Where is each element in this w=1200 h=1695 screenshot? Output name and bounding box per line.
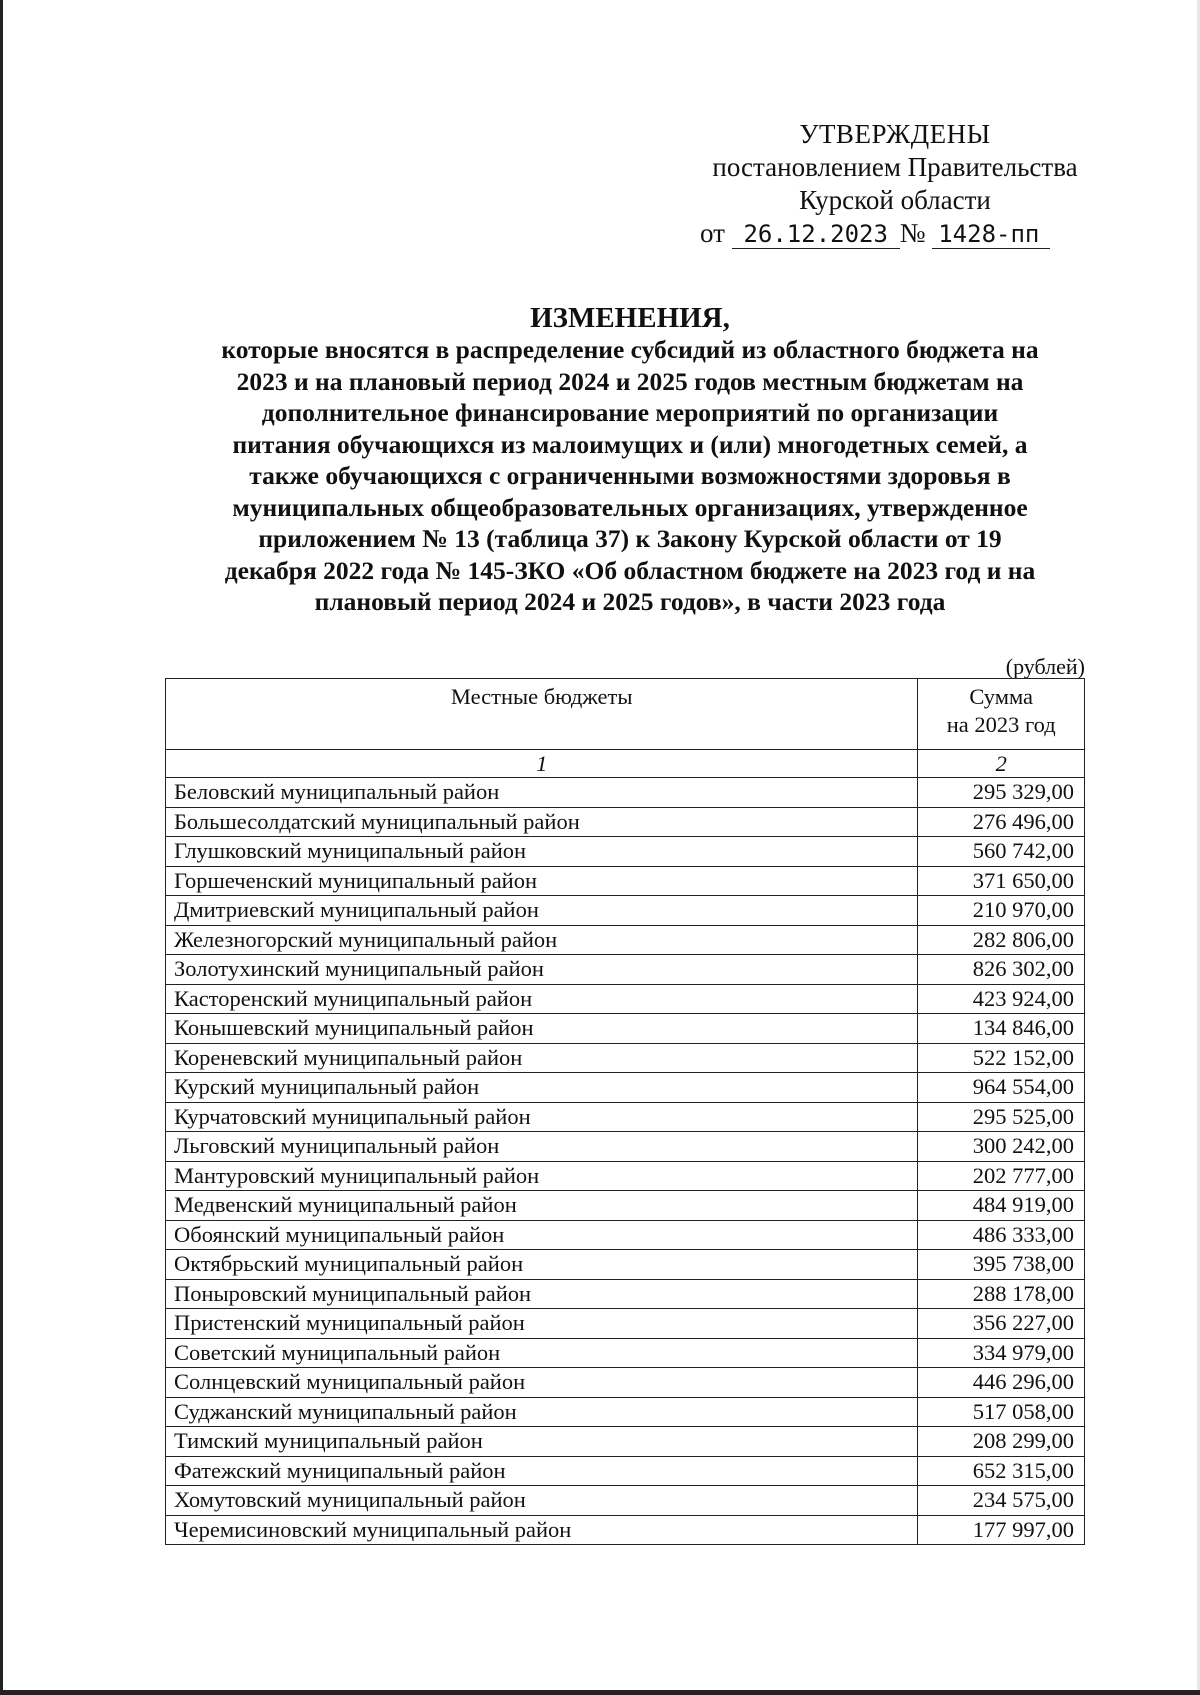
table-row — [166, 1427, 1085, 1457]
budget-sum-cell: 423 924,00 — [918, 984, 1085, 1014]
budget-sum-cell: 234 575,00 — [918, 1486, 1085, 1516]
index-col-1: 1 — [166, 750, 918, 778]
title-line-1: которые вносятся в распределение субсидий из областного бюджета на — [221, 335, 1039, 364]
table-row — [166, 1515, 1085, 1545]
budget-sum-cell: 371 650,00 — [918, 866, 1085, 896]
units-label: (рублей) — [1005, 654, 1085, 679]
budget-sum-cell: 134 846,00 — [918, 1014, 1085, 1044]
header-sum — [918, 679, 1085, 750]
table-row — [166, 1309, 1085, 1339]
budget-sum-cell: 208 299,00 — [918, 1427, 1085, 1457]
table-row — [166, 1161, 1085, 1191]
budget-name-cell: Фатежский муниципальный район — [166, 1456, 918, 1486]
scan-left-edge — [0, 0, 3, 1695]
budget-name-cell: Обоянский муниципальный район — [166, 1220, 918, 1250]
title-line-8: декабря 2022 года № 145-ЗКО «Об областном бюджете на 2023 год и на — [224, 555, 1036, 585]
budget-sum-cell: 356 227,00 — [918, 1309, 1085, 1339]
index-col-2: 2 — [918, 750, 1085, 778]
budget-name-cell: Пристенский муниципальный район — [166, 1309, 918, 1339]
table-row — [166, 1456, 1085, 1486]
table-row — [166, 925, 1085, 955]
budget-name-cell: Мантуровский муниципальный район — [166, 1161, 918, 1191]
table-row — [166, 1014, 1085, 1044]
table-row — [166, 1338, 1085, 1368]
header-local-budgets: Местные бюджеты — [166, 679, 918, 750]
decree-number-field: 1428-пп — [932, 220, 1050, 249]
budget-name-cell: Беловский муниципальный район — [166, 778, 918, 808]
budget-sum-cell: 446 296,00 — [918, 1368, 1085, 1398]
approval-date-line — [690, 217, 1100, 250]
table-row — [166, 778, 1085, 808]
budget-sum-cell: 560 742,00 — [918, 837, 1085, 867]
budget-name-cell: Октябрьский муниципальный район — [166, 1250, 918, 1280]
table-row — [166, 1486, 1085, 1516]
budget-name-cell: Кореневский муниципальный район — [166, 1043, 918, 1073]
budget-sum-cell: 484 919,00 — [918, 1191, 1085, 1221]
table-row — [166, 807, 1085, 837]
number-prefix: № — [899, 218, 926, 248]
subsidy-table — [165, 678, 1085, 1545]
title-main: ИЗМЕНЕНИЯ, — [530, 302, 730, 334]
budget-sum-cell: 282 806,00 — [918, 925, 1085, 955]
budget-name-cell: Дмитриевский муниципальный район — [166, 896, 918, 926]
budget-sum-cell: 652 315,00 — [918, 1456, 1085, 1486]
title-line-5: также обучающихся с ограниченными возможностями здоровья в — [249, 461, 1011, 490]
decree-date-field: 26.12.2023 — [732, 220, 900, 249]
budget-sum-cell: 486 333,00 — [918, 1220, 1085, 1250]
budget-name-cell: Медвенский муниципальный район — [166, 1191, 918, 1221]
budget-sum-cell: 517 058,00 — [918, 1397, 1085, 1427]
budget-name-cell: Глушковский муниципальный район — [166, 837, 918, 867]
budget-sum-cell: 210 970,00 — [918, 896, 1085, 926]
budget-name-cell: Железногорский муниципальный район — [166, 925, 918, 955]
budget-sum-cell: 964 554,00 — [918, 1073, 1085, 1103]
budget-name-cell: Горшеченский муниципальный район — [166, 866, 918, 896]
budget-sum-cell: 276 496,00 — [918, 807, 1085, 837]
table-row — [166, 1397, 1085, 1427]
table-row — [166, 1279, 1085, 1309]
budget-sum-cell: 522 152,00 — [918, 1043, 1085, 1073]
budget-sum-cell: 177 997,00 — [918, 1515, 1085, 1545]
budget-sum-cell: 334 979,00 — [918, 1338, 1085, 1368]
header-sum-line-2: на 2023 год — [946, 712, 1056, 737]
table-index-row — [166, 750, 1085, 778]
table-row — [166, 1043, 1085, 1073]
budget-sum-cell: 295 525,00 — [918, 1102, 1085, 1132]
table-row — [166, 955, 1085, 985]
title-line-2: 2023 и на плановый период 2024 и 2025 годов местным бюджетам на — [236, 366, 1024, 396]
table-body — [166, 778, 1085, 1545]
budget-name-cell: Курский муниципальный район — [166, 1073, 918, 1103]
title-line-3: дополнительное финансирование мероприятий по организации — [261, 398, 999, 427]
budget-name-cell: Льговский муниципальный район — [166, 1132, 918, 1162]
budget-name-cell: Касторенский муниципальный район — [166, 984, 918, 1014]
budget-name-cell: Черемисиновский муниципальный район — [166, 1515, 918, 1545]
budget-name-cell: Конышевский муниципальный район — [166, 1014, 918, 1044]
budget-name-cell: Большесолдатский муниципальный район — [166, 807, 918, 837]
table-row — [166, 837, 1085, 867]
table-row — [166, 1102, 1085, 1132]
table-row — [166, 866, 1085, 896]
budget-name-cell: Курчатовский муниципальный район — [166, 1102, 918, 1132]
budget-name-cell: Золотухинский муниципальный район — [166, 955, 918, 985]
budget-name-cell: Тимский муниципальный район — [166, 1427, 918, 1457]
budget-name-cell: Советский муниципальный район — [166, 1338, 918, 1368]
budget-sum-cell: 300 242,00 — [918, 1132, 1085, 1162]
budget-sum-cell: 395 738,00 — [918, 1250, 1085, 1280]
title-line-6: муниципальных общеобразовательных организациях, утвержденное — [232, 492, 1028, 522]
table-row — [166, 1073, 1085, 1103]
document-title — [150, 300, 1110, 618]
table-row — [166, 984, 1085, 1014]
approval-stamp-block — [690, 118, 1100, 250]
table-row — [166, 1250, 1085, 1280]
header-sum-line-1: Сумма — [969, 684, 1034, 709]
table-row — [166, 1220, 1085, 1250]
approval-heading: УТВЕРЖДЕНЫ — [799, 119, 991, 149]
budget-sum-cell: 202 777,00 — [918, 1161, 1085, 1191]
title-line-7: приложением № 13 (таблица 37) к Закону Курской области от 19 — [258, 524, 1002, 553]
approval-line-1: постановлением Правительства — [712, 152, 1078, 182]
table-row — [166, 1132, 1085, 1162]
title-line-4: питания обучающихся из малоимущих и (или) многодетных семей, а — [232, 429, 1028, 459]
budget-sum-cell: 295 329,00 — [918, 778, 1085, 808]
title-line-9: плановый период 2024 и 2025 годов», в части 2023 года — [314, 587, 946, 616]
budget-name-cell: Поныровский муниципальный район — [166, 1279, 918, 1309]
budget-name-cell: Солнцевский муниципальный район — [166, 1368, 918, 1398]
table-header-row — [166, 679, 1085, 750]
approval-line-2: Курской области — [799, 185, 991, 215]
budget-sum-cell: 826 302,00 — [918, 955, 1085, 985]
budget-name-cell: Хомутовский муниципальный район — [166, 1486, 918, 1516]
date-prefix: от — [700, 218, 725, 248]
scan-bottom-edge — [0, 1690, 1200, 1695]
table-row — [166, 896, 1085, 926]
table-row — [166, 1191, 1085, 1221]
table-row — [166, 1368, 1085, 1398]
budget-name-cell: Суджанский муниципальный район — [166, 1397, 918, 1427]
budget-sum-cell: 288 178,00 — [918, 1279, 1085, 1309]
